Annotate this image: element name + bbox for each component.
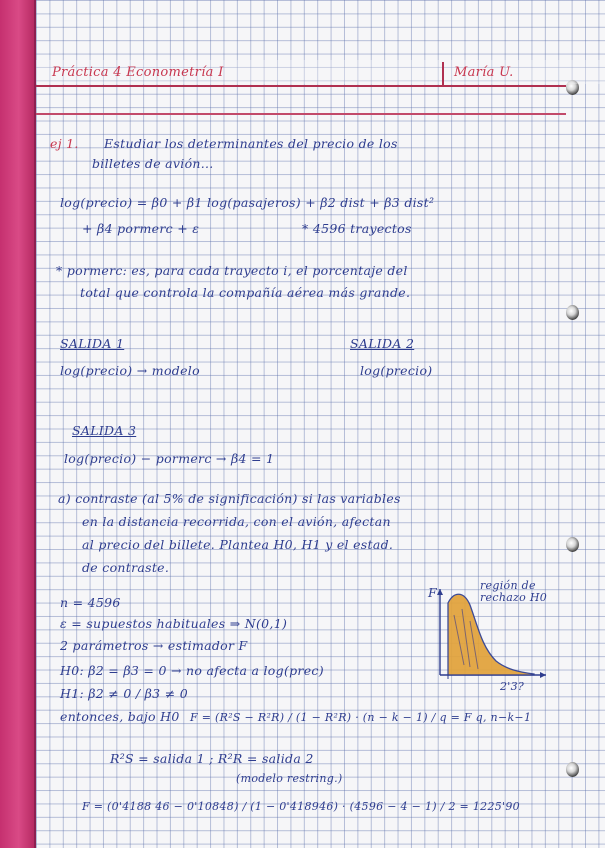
r-squared-note: (modelo restring.) (236, 772, 343, 785)
binding-spine (0, 0, 34, 848)
observations-note: * 4596 trayectos (302, 221, 412, 236)
margin-line (34, 0, 36, 848)
model-equation: + β4 pormerc + ε (82, 221, 200, 236)
output-text: log(precio) (360, 363, 433, 378)
intro-line: billetes de avión... (92, 156, 214, 171)
f-calculation: F = (0'4188 46 − 0'10848) / (1 − 0'418946) · (4596 − 4 − 1) / 2 = 1225'90 (82, 800, 520, 813)
model-equation: log(precio) = β0 + β1 log(pasajeros) + β2 dist + β3 dist² (60, 195, 435, 210)
question-line: en la distancia recorrida, con el avión, afectan (82, 514, 391, 529)
punch-hole (566, 762, 579, 777)
question-line: de contraste. (82, 560, 170, 575)
question-line: a) contraste (al 5% de significación) si las variables (58, 491, 401, 506)
output-text: log(precio) − pormerc → β4 = 1 (64, 451, 275, 466)
output-text: log(precio) → modelo (60, 363, 200, 378)
punch-hole (566, 305, 579, 320)
variable-note: total que controla la compañía aérea más grande. (80, 285, 411, 300)
student-name: María U. (454, 65, 514, 80)
header-divider (442, 62, 444, 86)
variable-note: * pormerc: es, para cada trayecto i, el porcentaje del (56, 263, 408, 278)
alternative-hypothesis: H1: β2 ≠ 0 / β3 ≠ 0 (60, 686, 189, 701)
null-hypothesis: H0: β2 = β3 = 0 → no afecta a log(prec) (60, 663, 324, 678)
under-h0-label: entonces, bajo H0 (60, 709, 180, 724)
top-margin-rule (36, 113, 566, 115)
exercise-number: ej 1. (50, 136, 79, 151)
sample-size: n = 4596 (60, 595, 121, 610)
critical-value-label: 2'3? (500, 680, 525, 693)
estimator-line: 2 parámetros → estimador F (60, 638, 248, 653)
r-squared-line: R²S = salida 1 ; R²R = salida 2 (110, 751, 314, 766)
assumption-line: ε = supuestos habituales ⇒ N(0,1) (60, 616, 288, 631)
f-statistic-formula: F = (R²S − R²R) / (1 − R²R) · (n − k − 1) / q = F q, n−k−1 (190, 711, 532, 724)
rejection-region-label: región de rechazo H0 (480, 579, 548, 604)
output-heading: SALIDA 2 (350, 336, 415, 351)
output-heading: SALIDA 1 (60, 336, 125, 351)
header-rule (36, 85, 566, 87)
graph-axis-label: F (428, 585, 437, 600)
subject-title: Práctica 4 Econometría I (52, 65, 224, 80)
question-line: al precio del billete. Plantea H0, H1 y el estad. (82, 537, 394, 552)
intro-line: Estudiar los determinantes del precio de los (104, 136, 398, 151)
punch-hole (566, 537, 579, 552)
output-heading: SALIDA 3 (72, 423, 137, 438)
